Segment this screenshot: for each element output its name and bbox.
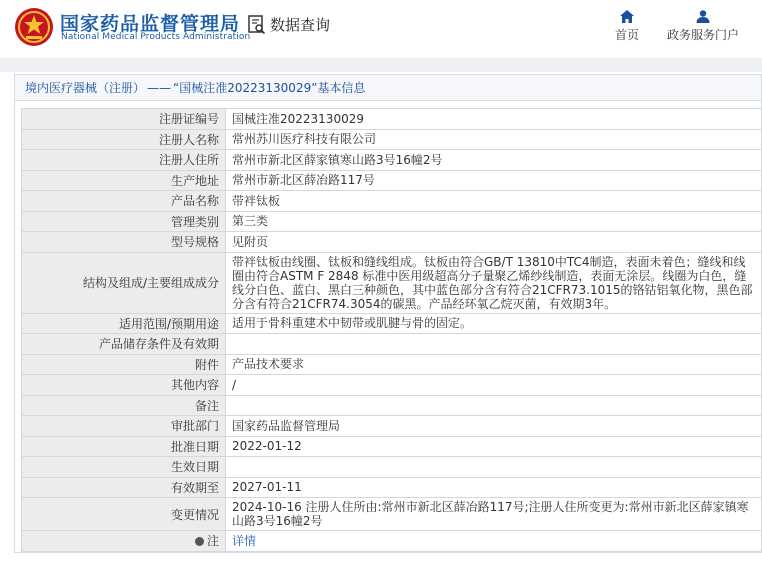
table-row (22, 150, 762, 171)
table-row (22, 457, 762, 478)
row-label: 其他内容 (22, 375, 226, 396)
site-header (0, 0, 762, 58)
table-row (22, 252, 762, 313)
row-value: 2027-01-11 (226, 477, 762, 498)
table-row (22, 313, 762, 334)
detail-table (21, 108, 762, 552)
table-row (22, 191, 762, 212)
breadcrumb (14, 74, 762, 100)
nav-service-portal-label: 政务服务门户 (666, 28, 739, 42)
row-value (226, 334, 762, 355)
table-row (22, 498, 762, 531)
row-label: 变更情况 (22, 498, 226, 531)
detail-link[interactable]: 详情 (232, 533, 257, 548)
row-value: 国械注准20223130029 (226, 109, 762, 130)
row-label: 注册证编号 (22, 109, 226, 130)
breadcrumb-section-link[interactable]: 境内医疗器械（注册） (25, 81, 146, 95)
nav-service-portal[interactable] (660, 10, 746, 43)
nav-home-label: 首页 (614, 28, 639, 42)
row-value: 常州市新北区薛家镇寒山路3号16幢2号 (226, 150, 762, 171)
user-icon (696, 10, 710, 23)
data-query-link[interactable] (248, 14, 330, 35)
row-label: 适用范围/预期用途 (22, 313, 226, 334)
home-icon (620, 10, 634, 23)
row-label: 注册人名称 (22, 129, 226, 150)
row-value: 产品技术要求 (226, 354, 762, 375)
row-value: 常州苏川医疗科技有限公司 (226, 129, 762, 150)
brand-title-cn[interactable]: 国家药品监督管理局 (60, 13, 241, 35)
table-row (22, 129, 762, 150)
row-label: 产品名称 (22, 191, 226, 212)
nav-home[interactable] (608, 10, 646, 43)
nmpa-emblem-icon[interactable] (14, 7, 54, 47)
row-label: 生产地址 (22, 170, 226, 191)
row-label: 备注 (22, 395, 226, 416)
table-row (22, 354, 762, 375)
row-value: 第三类 (226, 211, 762, 232)
row-label: 注册人住所 (22, 150, 226, 171)
row-label-note (22, 531, 226, 552)
breadcrumb-separator: —— (147, 80, 172, 95)
row-value: 2024-10-16 注册人住所由:常州市新北区薛冶路117号;注册人住所变更为:常州市新北区薛家镇寒山路3号16幢2号 (226, 498, 762, 531)
brand-title-en[interactable]: National Medical Products Administration (61, 32, 251, 42)
row-value: 见附页 (226, 232, 762, 253)
note-label: 注 (206, 534, 219, 549)
table-row (22, 109, 762, 130)
row-label: 生效日期 (22, 457, 226, 478)
table-row (22, 395, 762, 416)
row-value (226, 531, 762, 552)
table-row (22, 170, 762, 191)
header-divider-band (0, 58, 762, 72)
table-row (22, 232, 762, 253)
table-row (22, 375, 762, 396)
row-value: 国家药品监督管理局 (226, 416, 762, 437)
row-label: 型号规格 (22, 232, 226, 253)
data-query-icon (248, 15, 266, 35)
row-value: 适用于骨科重建术中韧带或肌腱与骨的固定。 (226, 313, 762, 334)
row-value (226, 395, 762, 416)
row-value (226, 457, 762, 478)
table-row (22, 477, 762, 498)
row-label: 审批部门 (22, 416, 226, 437)
row-label: 结构及组成/主要组成成分 (22, 252, 226, 313)
row-value: 带袢钛板由线圈、钛板和缝线组成。钛板由符合GB/T 13810中TC4制造，表面未着色；缝线和线圈由符合ASTM F 2848 标准中医用级超高分子量聚乙烯纱线制造，表面无涂层。线圈为白色，缝线分白色、蓝白、黑白三种颜色，其中蓝色部分含有符合21CFR73.1015的铬钴铝氧化物，黑色部分含有符合21CFR74.3054的碳黑。产品经环氧乙烷灭菌，有效期3年。 (226, 252, 762, 313)
row-value: 常州市新北区薛冶路117号 (226, 170, 762, 191)
row-label: 批准日期 (22, 436, 226, 457)
row-label: 管理类别 (22, 211, 226, 232)
row-label: 附件 (22, 354, 226, 375)
breadcrumb-current: “国械注准20223130029”基本信息 (173, 81, 366, 95)
globe-icon (195, 537, 204, 546)
row-label: 产品储存条件及有效期 (22, 334, 226, 355)
row-label: 有效期至 (22, 477, 226, 498)
row-value: 2022-01-12 (226, 436, 762, 457)
detail-panel (14, 100, 762, 553)
table-row (22, 436, 762, 457)
row-value: / (226, 375, 762, 396)
row-value: 带袢钛板 (226, 191, 762, 212)
table-row (22, 211, 762, 232)
data-query-label: 数据查询 (270, 16, 331, 34)
table-row (22, 416, 762, 437)
table-row (22, 334, 762, 355)
table-row (22, 531, 762, 552)
